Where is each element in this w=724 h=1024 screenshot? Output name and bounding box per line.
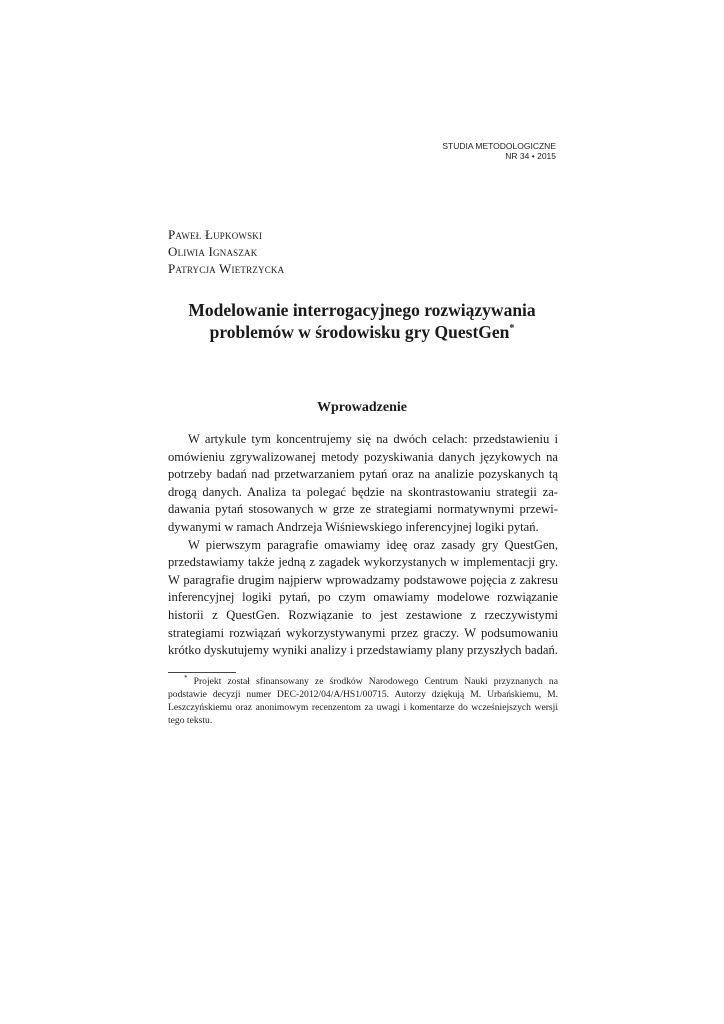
paragraph: W pierwszym paragrafie omawiamy ideę oraz zasady gry QuestGen, przedstawiamy także jedną z zagadek wykorzystanych w implementacji gry. W paragrafie drugim najpierw wprowadzamy podstawowe pojęcia z zakresu inferencyjnej logiki pytań, po czym omawiamy modelowe rozwiązanie historii z QuestGen. Rozwiązanie to jest zestawione z rzeczywistymi strategiami rozwiązań wykorzystywanymi przez graczy. W podsumowaniu krótko dyskutujemy wyniki analizy i przedstawiamy plany przyszłych badań. bbox=[168, 537, 558, 658]
journal-name: STUDIA METODOLOGICZNE bbox=[442, 141, 556, 151]
article-title bbox=[168, 299, 556, 343]
journal-issue: NR 34 • 2015 bbox=[505, 151, 556, 161]
footnote-divider bbox=[168, 672, 236, 673]
footnote-text: Projekt został sfinansowany ze środków Narodowego Centrum Nauki przyznanych na podstawie decyzji numer DEC-2012/04/A/HS1/00715. Autorzy dziękują M. Urbańskiemu, M. Leszczyńskiemu oraz anonimowym recenzentom za uwagi i komentarze do wcześniejszych wersji tego tekstu. bbox=[168, 676, 558, 726]
body-text bbox=[168, 431, 558, 660]
author-name: Patrycja Wietrzycka bbox=[168, 261, 285, 276]
title-line: Modelowanie interrogacyjnego rozwiązywania bbox=[188, 300, 536, 320]
journal-header bbox=[442, 141, 556, 161]
paragraph: W artykule tym koncentrujemy się na dwóch celach: przedstawieniu i omówieniu zgrywalizowanej metody pozyskiwania danych językowych na potrzeby badań nad przetwarzaniem pytań oraz na analizie pozyskanych tą drogą danych. Analiza ta polegać będzie na skontrastowaniu strategii zadawania pytań stosowanych w grze ze strategiami normatywnymi przewidywanymi w ramach Andrzeja Wiśniewskiego inferencyjnej logiki pytań. bbox=[168, 432, 558, 534]
title-line: problemów w środowisku gry QuestGen bbox=[209, 322, 510, 342]
footnote bbox=[168, 675, 558, 727]
footnote-mark: * bbox=[184, 673, 188, 682]
author-name: Paweł Łupkowski bbox=[168, 227, 263, 242]
author-name: Oliwia Ignaszak bbox=[168, 244, 258, 259]
title-line-2 bbox=[168, 321, 556, 343]
section-heading: Wprowadzenie bbox=[317, 400, 407, 415]
title-footnote-mark: * bbox=[509, 323, 515, 335]
author-list bbox=[168, 226, 284, 277]
